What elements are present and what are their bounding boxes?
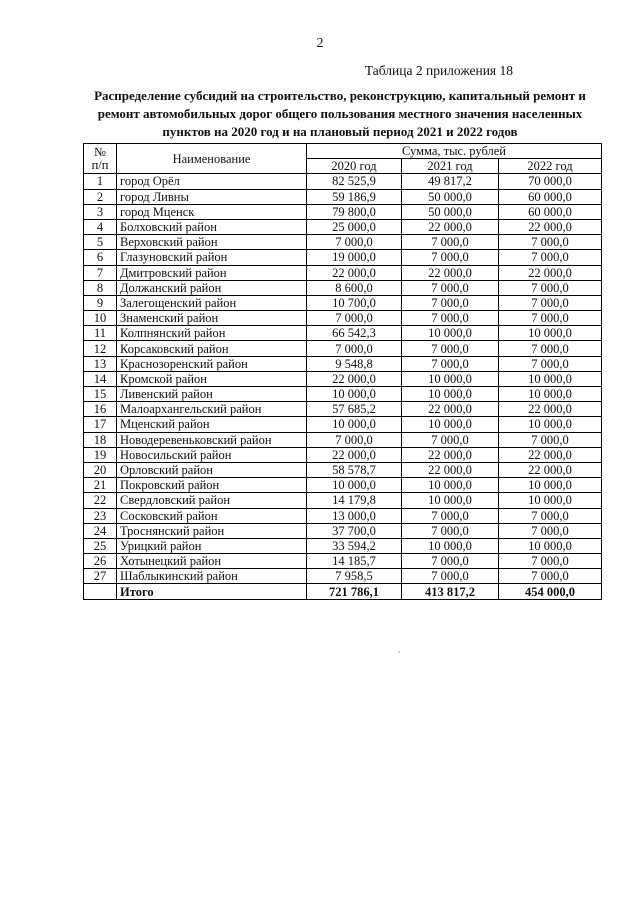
row-name: Дмитровский район [117, 265, 307, 280]
table-row [84, 508, 602, 523]
table-row [84, 417, 602, 432]
row-value-2022: 7 000,0 [499, 311, 602, 326]
row-value-2022: 7 000,0 [499, 295, 602, 310]
row-num: 4 [84, 219, 117, 234]
row-value-2021: 10 000,0 [402, 326, 499, 341]
total-2021: 413 817,2 [402, 584, 499, 599]
table-row [84, 523, 602, 538]
row-value-2020: 7 000,0 [307, 311, 402, 326]
row-value-2022: 22 000,0 [499, 219, 602, 234]
row-value-2021: 10 000,0 [402, 538, 499, 553]
row-value-2022: 7 000,0 [499, 341, 602, 356]
row-name: город Мценск [117, 204, 307, 219]
table-row [84, 295, 602, 310]
row-name: Кромской район [117, 371, 307, 386]
table-row [84, 447, 602, 462]
row-value-2021: 7 000,0 [402, 295, 499, 310]
row-num: 3 [84, 204, 117, 219]
row-value-2021: 10 000,0 [402, 371, 499, 386]
row-name: Мценский район [117, 417, 307, 432]
title-line: пунктов на 2020 год и на плановый период 2021 и 2022 годов [162, 124, 518, 139]
row-num: 18 [84, 432, 117, 447]
row-value-2022: 22 000,0 [499, 447, 602, 462]
row-value-2020: 7 000,0 [307, 341, 402, 356]
table-row [84, 371, 602, 386]
row-value-2021: 22 000,0 [402, 265, 499, 280]
header-num-line1: № [94, 145, 106, 160]
row-name: Колпнянский район [117, 326, 307, 341]
row-value-2021: 7 000,0 [402, 341, 499, 356]
row-value-2021: 7 000,0 [402, 280, 499, 295]
row-value-2021: 7 000,0 [402, 508, 499, 523]
row-name: Новосильский район [117, 447, 307, 462]
table-row [84, 341, 602, 356]
table-row [84, 356, 602, 371]
row-value-2022: 22 000,0 [499, 402, 602, 417]
title-line: ремонт автомобильных дорог общего пользования местного значения населенных [97, 106, 583, 121]
row-name: Краснозоренский район [117, 356, 307, 371]
row-name: Троснянский район [117, 523, 307, 538]
total-label: Итого [117, 584, 307, 599]
row-name: Залегощенский район [117, 295, 307, 310]
row-value-2021: 50 000,0 [402, 189, 499, 204]
row-value-2021: 22 000,0 [402, 447, 499, 462]
total-2020: 721 786,1 [307, 584, 402, 599]
row-value-2020: 57 685,2 [307, 402, 402, 417]
row-value-2022: 10 000,0 [499, 493, 602, 508]
row-value-2021: 10 000,0 [402, 493, 499, 508]
row-name: город Ливны [117, 189, 307, 204]
row-value-2020: 9 548,8 [307, 356, 402, 371]
row-num: 8 [84, 280, 117, 295]
row-value-2020: 66 542,3 [307, 326, 402, 341]
row-value-2022: 7 000,0 [499, 280, 602, 295]
table-row [84, 204, 602, 219]
row-value-2021: 7 000,0 [402, 432, 499, 447]
row-value-2020: 14 179,8 [307, 493, 402, 508]
table-row [84, 174, 602, 189]
title-line: Распределение субсидий на строительство, реконструкцию, капитальный ремонт и [94, 88, 586, 103]
row-name: Ливенский район [117, 387, 307, 402]
row-num: 12 [84, 341, 117, 356]
row-value-2021: 7 000,0 [402, 250, 499, 265]
row-value-2020: 10 000,0 [307, 417, 402, 432]
row-num: 22 [84, 493, 117, 508]
row-value-2021: 7 000,0 [402, 311, 499, 326]
row-value-2022: 10 000,0 [499, 387, 602, 402]
row-num: 9 [84, 295, 117, 310]
row-num: 5 [84, 235, 117, 250]
row-value-2021: 22 000,0 [402, 219, 499, 234]
total-num-cell [84, 584, 117, 599]
document-title [80, 87, 600, 141]
row-value-2021: 49 817,2 [402, 174, 499, 189]
row-num: 21 [84, 478, 117, 493]
table-label: Таблица 2 приложения 18 [364, 63, 513, 78]
table-row [84, 265, 602, 280]
row-value-2021: 7 000,0 [402, 356, 499, 371]
table-row [84, 326, 602, 341]
row-value-2020: 37 700,0 [307, 523, 402, 538]
table-row [84, 462, 602, 477]
row-value-2022: 10 000,0 [499, 538, 602, 553]
row-num: 15 [84, 387, 117, 402]
row-num: 16 [84, 402, 117, 417]
row-value-2022: 7 000,0 [499, 356, 602, 371]
row-num: 23 [84, 508, 117, 523]
row-name: Урицкий район [117, 538, 307, 553]
row-value-2021: 10 000,0 [402, 478, 499, 493]
header-year-2022: 2022 год [499, 159, 602, 174]
row-num: 17 [84, 417, 117, 432]
table-row [84, 493, 602, 508]
table-row [84, 538, 602, 553]
row-num: 6 [84, 250, 117, 265]
row-value-2022: 10 000,0 [499, 417, 602, 432]
row-num: 10 [84, 311, 117, 326]
table-row [84, 235, 602, 250]
row-value-2022: 60 000,0 [499, 204, 602, 219]
row-num: 14 [84, 371, 117, 386]
page-number: 2 [316, 36, 324, 51]
row-value-2020: 59 186,9 [307, 189, 402, 204]
row-num: 2 [84, 189, 117, 204]
table-row [84, 432, 602, 447]
row-value-2022: 7 000,0 [499, 432, 602, 447]
header-num [84, 144, 117, 174]
row-value-2022: 22 000,0 [499, 462, 602, 477]
row-num: 1 [84, 174, 117, 189]
table-body [84, 174, 602, 584]
row-value-2020: 19 000,0 [307, 250, 402, 265]
row-value-2022: 7 000,0 [499, 523, 602, 538]
row-value-2020: 10 000,0 [307, 478, 402, 493]
row-value-2021: 7 000,0 [402, 235, 499, 250]
row-value-2022: 22 000,0 [499, 265, 602, 280]
table-row [84, 478, 602, 493]
row-value-2020: 82 525,9 [307, 174, 402, 189]
row-value-2022: 7 000,0 [499, 508, 602, 523]
row-name: Покровский район [117, 478, 307, 493]
row-name: Сосковский район [117, 508, 307, 523]
row-name: Орловский район [117, 462, 307, 477]
table-row [84, 554, 602, 569]
row-name: Корсаковский район [117, 341, 307, 356]
table-row [84, 219, 602, 234]
row-num: 7 [84, 265, 117, 280]
row-num: 11 [84, 326, 117, 341]
table-row [84, 280, 602, 295]
row-value-2020: 14 185,7 [307, 554, 402, 569]
row-name: Малоархангельский район [117, 402, 307, 417]
row-name: город Орёл [117, 174, 307, 189]
total-2022: 454 000,0 [499, 584, 602, 599]
row-name: Болховский район [117, 219, 307, 234]
row-name: Новодеревеньковский район [117, 432, 307, 447]
subsidy-table [83, 143, 602, 600]
row-value-2021: 50 000,0 [402, 204, 499, 219]
header-name: Наименование [117, 144, 307, 174]
row-name: Глазуновский район [117, 250, 307, 265]
row-num: 27 [84, 569, 117, 584]
row-value-2020: 22 000,0 [307, 265, 402, 280]
scan-speck [398, 651, 400, 653]
row-value-2022: 70 000,0 [499, 174, 602, 189]
row-value-2020: 10 700,0 [307, 295, 402, 310]
row-name: Должанский район [117, 280, 307, 295]
row-value-2022: 7 000,0 [499, 235, 602, 250]
row-value-2022: 60 000,0 [499, 189, 602, 204]
row-value-2020: 22 000,0 [307, 371, 402, 386]
table-row [84, 402, 602, 417]
total-row [84, 584, 602, 599]
row-value-2020: 22 000,0 [307, 447, 402, 462]
row-name: Шаблыкинский район [117, 569, 307, 584]
row-value-2020: 58 578,7 [307, 462, 402, 477]
row-value-2020: 79 800,0 [307, 204, 402, 219]
header-num-line2: п/п [91, 158, 109, 173]
row-value-2021: 22 000,0 [402, 462, 499, 477]
row-value-2020: 7 000,0 [307, 235, 402, 250]
row-value-2020: 8 600,0 [307, 280, 402, 295]
table-row [84, 387, 602, 402]
row-value-2020: 7 958,5 [307, 569, 402, 584]
row-value-2022: 10 000,0 [499, 326, 602, 341]
row-value-2021: 10 000,0 [402, 387, 499, 402]
row-num: 13 [84, 356, 117, 371]
row-name: Хотынецкий район [117, 554, 307, 569]
row-value-2022: 10 000,0 [499, 371, 602, 386]
header-year-2020: 2020 год [307, 159, 402, 174]
table-row [84, 189, 602, 204]
table-row [84, 250, 602, 265]
table-row [84, 569, 602, 584]
row-value-2022: 7 000,0 [499, 554, 602, 569]
row-num: 25 [84, 538, 117, 553]
row-num: 24 [84, 523, 117, 538]
row-value-2022: 7 000,0 [499, 569, 602, 584]
header-amount: Сумма, тыс. рублей [307, 144, 602, 159]
row-value-2020: 25 000,0 [307, 219, 402, 234]
row-value-2020: 7 000,0 [307, 432, 402, 447]
row-value-2020: 13 000,0 [307, 508, 402, 523]
row-num: 19 [84, 447, 117, 462]
row-value-2020: 10 000,0 [307, 387, 402, 402]
row-name: Верховский район [117, 235, 307, 250]
row-num: 26 [84, 554, 117, 569]
row-value-2022: 7 000,0 [499, 250, 602, 265]
row-value-2021: 22 000,0 [402, 402, 499, 417]
row-num: 20 [84, 462, 117, 477]
row-value-2021: 7 000,0 [402, 569, 499, 584]
header-year-2021: 2021 год [402, 159, 499, 174]
row-name: Знаменский район [117, 311, 307, 326]
table-row [84, 311, 602, 326]
row-value-2022: 10 000,0 [499, 478, 602, 493]
row-name: Свердловский район [117, 493, 307, 508]
row-value-2020: 33 594,2 [307, 538, 402, 553]
row-value-2021: 7 000,0 [402, 523, 499, 538]
row-value-2021: 10 000,0 [402, 417, 499, 432]
row-value-2021: 7 000,0 [402, 554, 499, 569]
